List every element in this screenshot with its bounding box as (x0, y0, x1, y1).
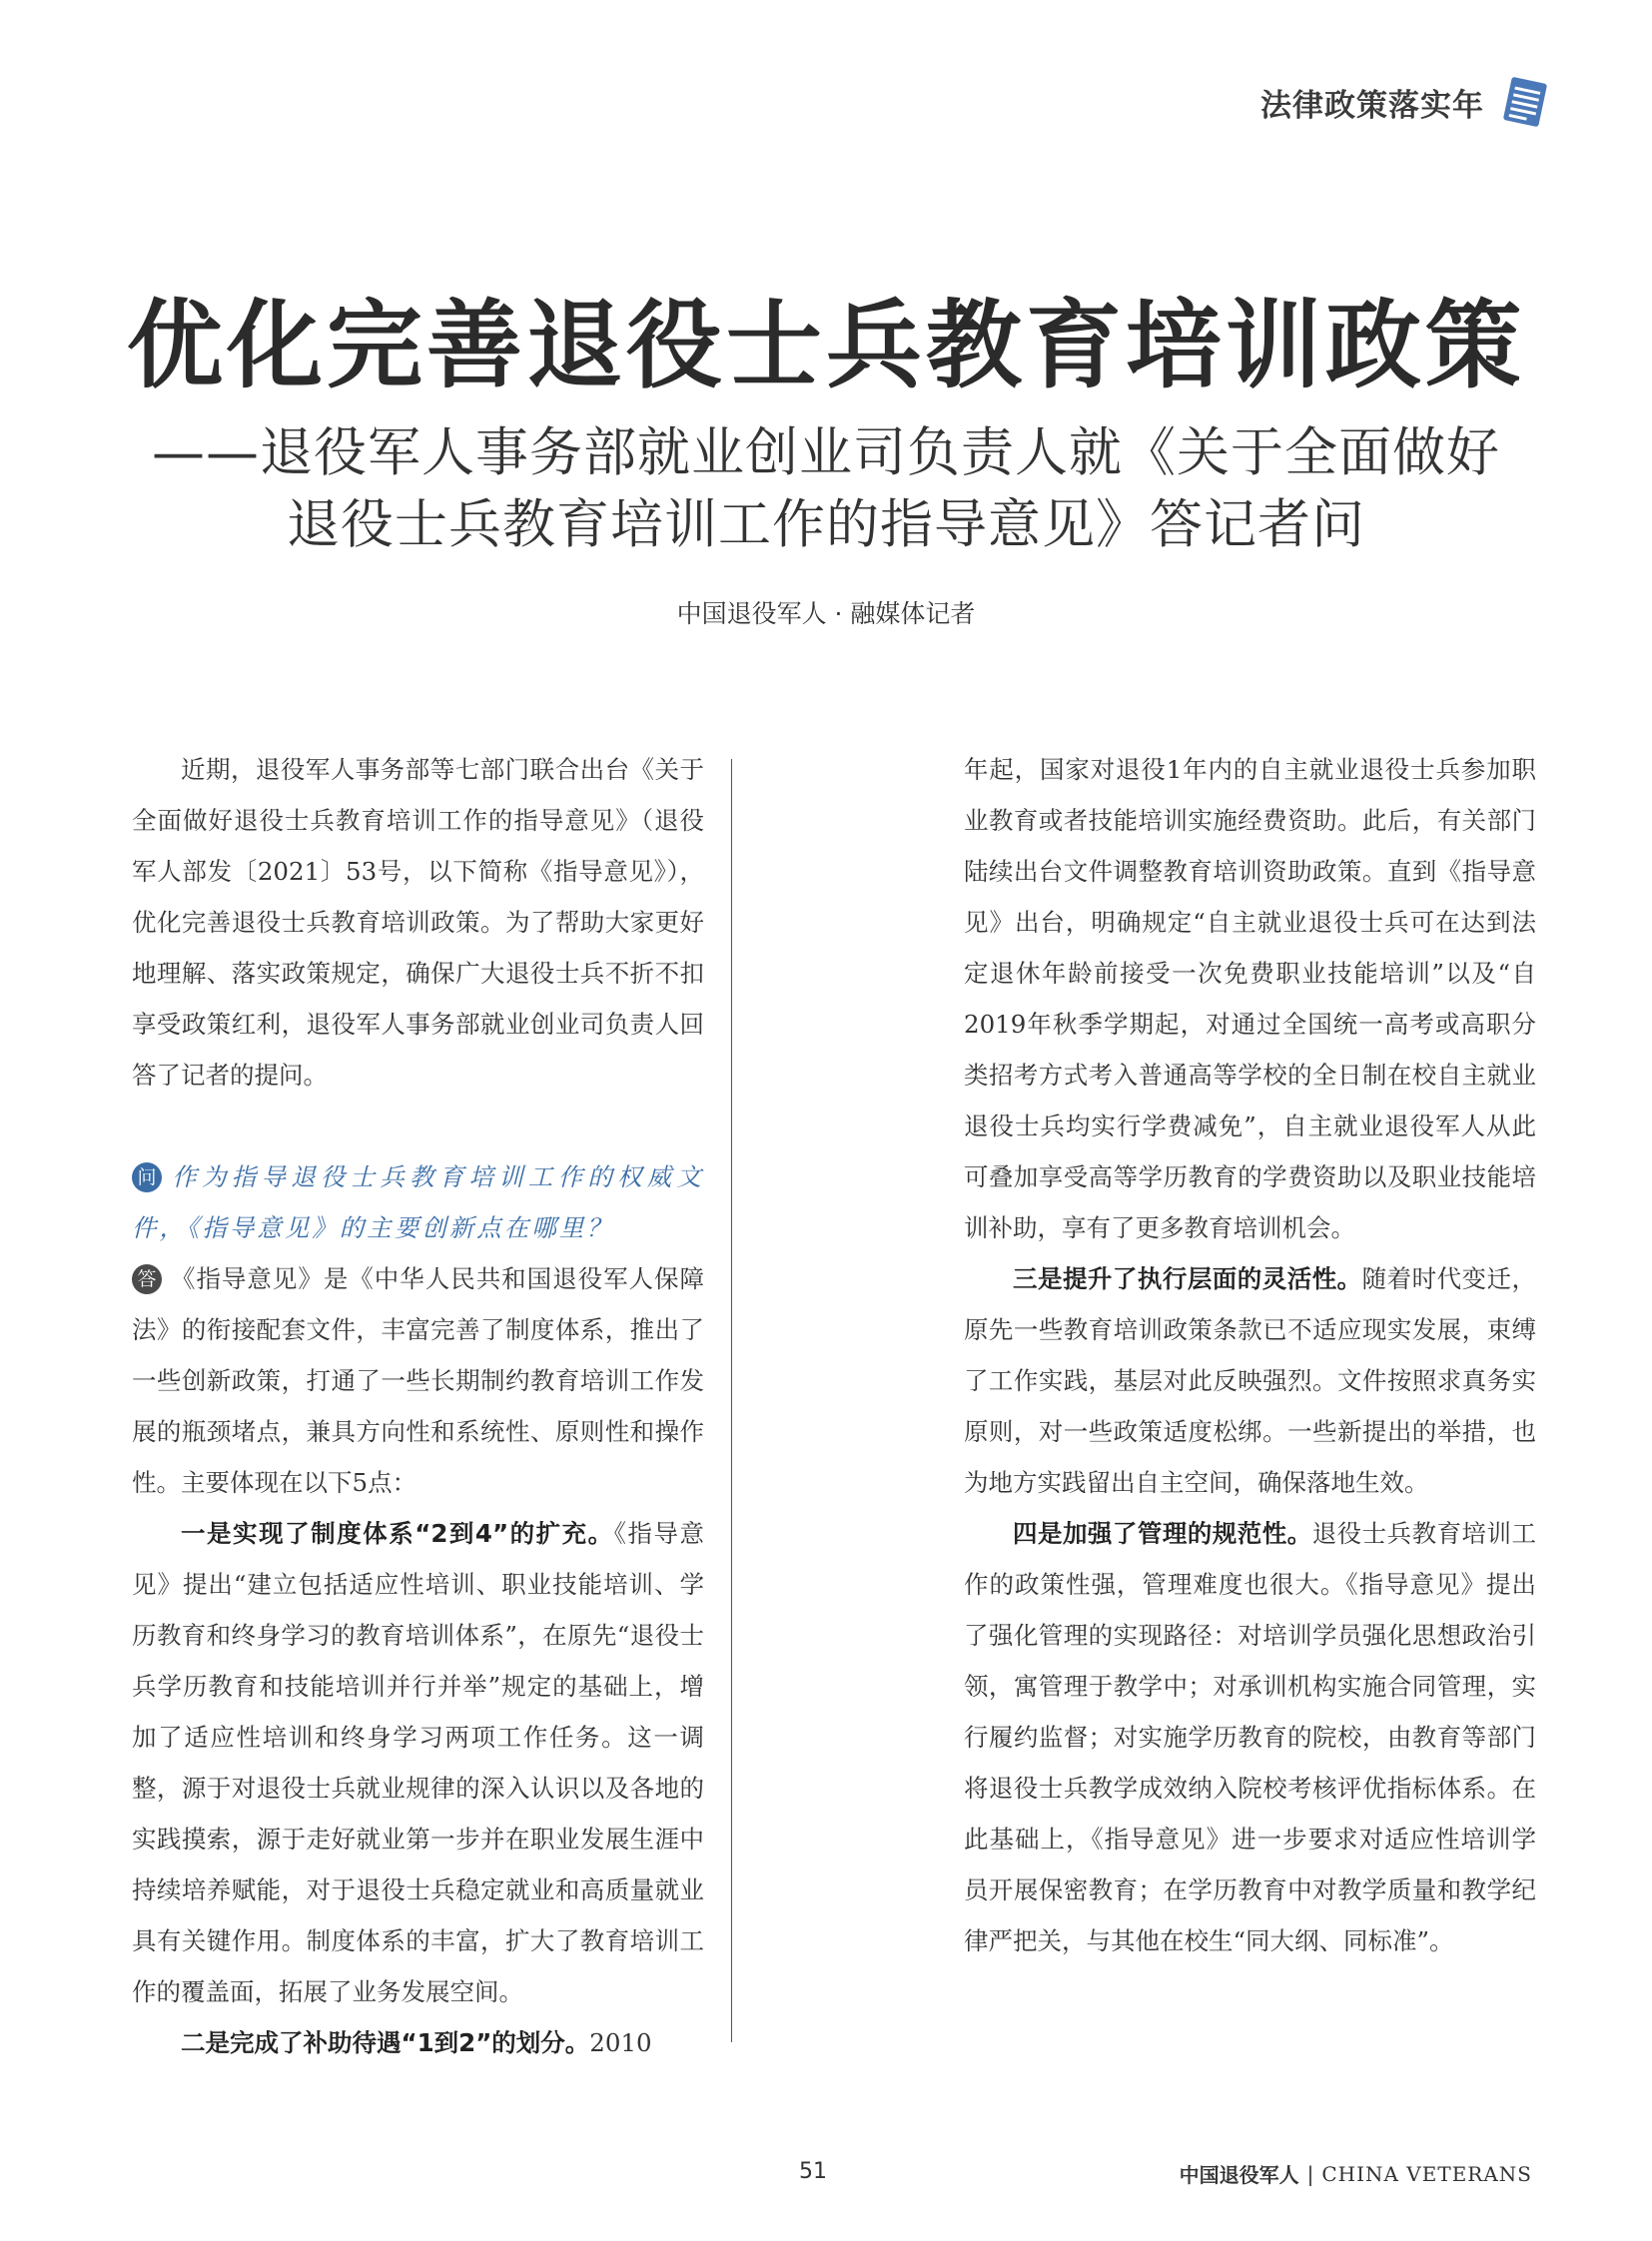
footer-separator: | (1306, 2161, 1314, 2186)
point-2-text: 2010 (589, 2028, 652, 2057)
question-badge: 问 (132, 1162, 162, 1192)
left-column (132, 744, 704, 2068)
magazine-name-en: CHINA VETERANS (1321, 2161, 1532, 2186)
point-2-paragraph (132, 2017, 704, 2068)
byline: 中国退役军人 · 融媒体记者 (676, 599, 976, 628)
point-1-paragraph (132, 1508, 704, 2017)
answer-text: 《指导意见》是《中华人民共和国退役军人保障法》的衔接配套文件，丰富完善了制度体系，推出了一些创新政策，打通了一些长期制约教育培训工作发展的瓶颈堵点，兼具方向性和系统性、原则性和操作性。主要体现在以下5点： (132, 1264, 704, 1497)
point-3-lead: 三是提升了执行层面的灵活性。 (1013, 1264, 1362, 1293)
answer-paragraph (132, 1253, 704, 1508)
question-text: 作为指导退役士兵教育培训工作的权威文件，《指导意见》的主要创新点在哪里？ (132, 1162, 704, 1242)
magazine-footer (1180, 2159, 1532, 2188)
point-1-text: 《指导意见》提出“建立包括适应性培训、职业技能培训、学历教育和终身学习的教育培训体系”，在原先“退役士兵学历教育和技能培训并行并举”规定的基础上，增加了适应性培训和终身学习两项工作任务。这一调整，源于对退役士兵就业规律的深入认识以及各地的实践摸索，源于走好就业第一步并在职业发展生涯中持续培养赋能，对于退役士兵稳定就业和高质量就业具有关键作用。制度体系的丰富，扩大了教育培训工作的覆盖面，拓展了业务发展空间。 (132, 1519, 705, 2006)
article-subtitle (100, 417, 1552, 561)
article-title: 优化完善退役士兵教育培训政策 (127, 290, 1525, 401)
answer-badge: 答 (132, 1264, 162, 1294)
point-4-text: 退役士兵教育培训工作的政策性强，管理难度也很大。《指导意见》提出了强化管理的实现路径：对培训学员强化思想政治引领，寓管理于教学中；对承训机构实施合同管理，实行履约监督；对实施学历教育的院校，由教育等部门将退役士兵教学成效纳入院校考核评优指标体系。在此基础上，《指导意见》进一步要求对适应性培训学员开展保密教育；在学历教育中对教学质量和教学纪律严把关，与其他在校生“同大纲、同标准”。 (964, 1519, 1537, 1955)
section-tag (1260, 72, 1552, 132)
subtitle-line-2: 退役士兵教育培训工作的指导意见》答记者问 (287, 494, 1365, 555)
question-paragraph (132, 1151, 704, 1253)
point-2-continued: 年起，国家对退役1年内的自主就业退役士兵参加职业教育或者技能培训实施经费资助。此后，有关部门陆续出台文件调整教育培训资助政策。直到《指导意见》出台，明确规定“自主就业退役士兵可在达到法定退休年龄前接受一次免费职业技能培训”以及“自2019年秋季学期起，对通过全国统一高考或高职分类招考方式考入普通高等学校的全日制在校自主就业退役士兵均实行学费减免”，自主就业退役军人从此可叠加享受高等学历教育的学费资助以及职业技能培训补助，享有了更多教育培训机会。 (964, 755, 1536, 1242)
point-1-lead: 一是实现了制度体系“2到4”的扩充。 (181, 1519, 614, 1548)
point-2-lead: 二是完成了补助待遇“1到2”的划分。 (181, 2028, 590, 2057)
point-4-paragraph (964, 1508, 1536, 1966)
point-3-paragraph (964, 1253, 1536, 1508)
page-number: 51 (799, 2159, 827, 2184)
section-tag-label: 法律政策落实年 (1260, 87, 1484, 124)
notepad-icon (1498, 73, 1552, 131)
magazine-name-cn: 中国退役军人 (1179, 2163, 1299, 2187)
column-divider (731, 759, 732, 2042)
point-4-lead: 四是加强了管理的规范性。 (1013, 1519, 1312, 1548)
intro-paragraph: 近期，退役军人事务部等七部门联合出台《关于全面做好退役士兵教育培训工作的指导意见》（退役军人部发〔2021〕53号，以下简称《指导意见》），优化完善退役士兵教育培训政策。为了帮助大家更好地理解、落实政策规定，确保广大退役士兵不折不扣享受政策红利，退役军人事务部就业创业司负责人回答了记者的提问。 (132, 755, 704, 1090)
point-3-text: 随着时代变迁，原先一些教育培训政策条款已不适应现实发展，束缚了工作实践，基层对此反映强烈。文件按照求真务实原则，对一些政策适度松绑。一些新提出的举措，也为地方实践留出自主空间，确保落地生效。 (964, 1264, 1537, 1497)
subtitle-line-1: ——退役军人事务部就业创业司负责人就《关于全面做好 (152, 422, 1500, 483)
right-column (964, 744, 1536, 1966)
